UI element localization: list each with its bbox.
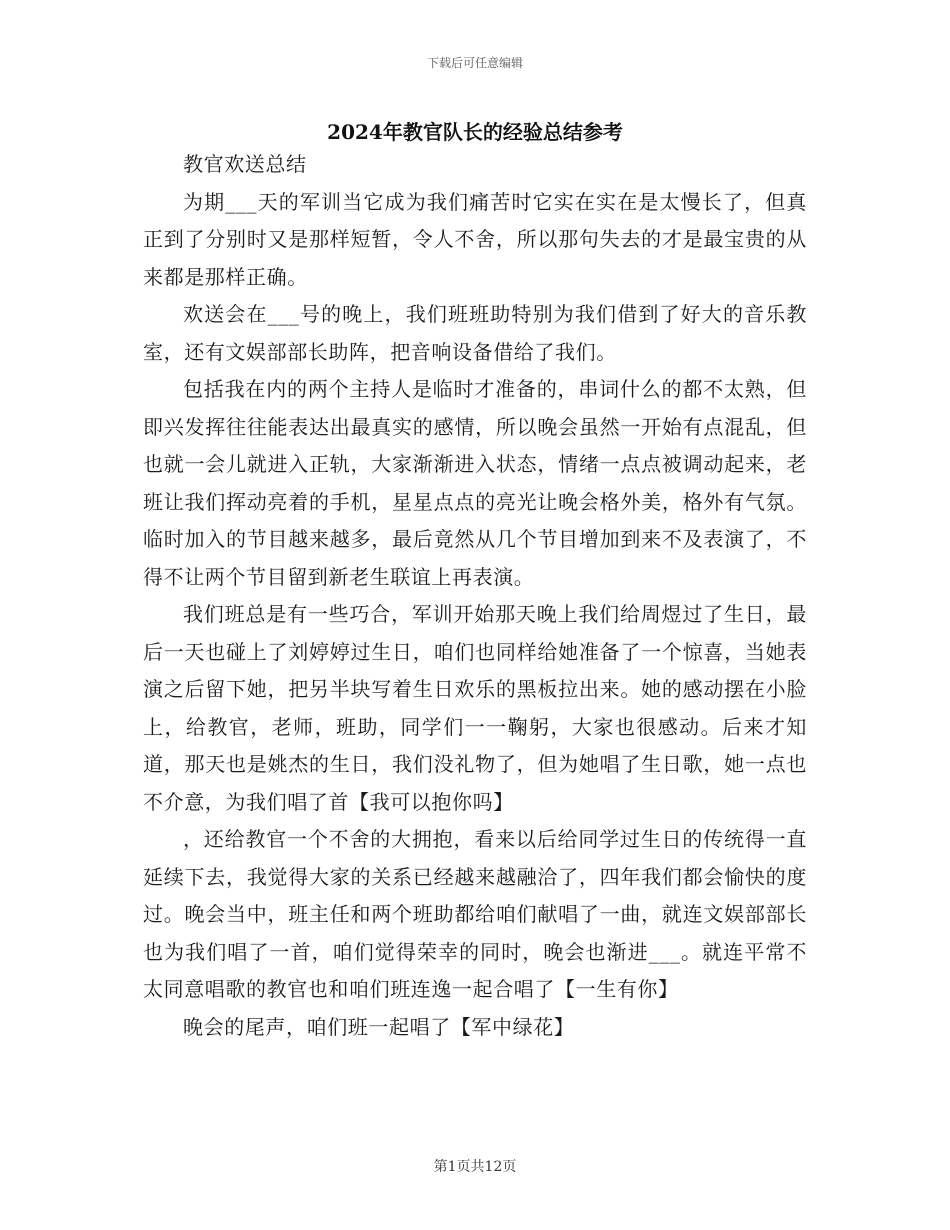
- paragraph: 我们班总是有一些巧合，军训开始那天晚上我们给周煜过了生日，最后一天也碰上了刘婷婷过生日，咱们也同样给她准备了一个惊喜，当她表演之后留下她，把另半块写着生日欢乐的黑板拉出来。她的感动摆在小脸上，给教官，老师，班助，同学们一一鞠躬，大家也很感动。后来才知道，那天也是姚杰的生日，我们没礼物了，但为她唱了生日歌，她一点也不介意，为我们唱了首【我可以抱你吗】: [143, 602, 807, 814]
- paragraph-subtitle: 教官欢送总结: [183, 152, 307, 176]
- page-number: 第1页共12页: [433, 1159, 517, 1175]
- paragraph: ，还给教官一个不舍的大拥抱，看来以后给同学过生日的传统得一直延续下去，我觉得大家的关系已经越来越融洽了，四年我们都会愉快的度过。晚会当中，班主任和两个班助都给咱们献唱了一曲，就连文娱部部长也为我们唱了一首，咱们觉得荣幸的同时，晚会也渐进___。就连平常不太同意唱歌的教官也和咱们班连逸一起合唱了【一生有你】: [143, 827, 807, 1001]
- header-note: 下载后可任意编辑: [426, 56, 523, 70]
- paragraph: 欢送会在___号的晚上，我们班班助特别为我们借到了好大的音乐教室，还有文娱部部长助阵，把音响设备借给了我们。: [143, 302, 807, 364]
- paragraph: 为期___天的军训当它成为我们痛苦时它实在实在是太慢长了，但真正到了分别时又是那样短暂，令人不舍，所以那句失去的才是最宝贵的从来都是那样正确。: [143, 189, 807, 289]
- paragraph: 包括我在内的两个主持人是临时才准备的，串词什么的都不太熟，但即兴发挥往往能表达出最真实的感情，所以晚会虽然一开始有点混乱，但也就一会儿就进入正轨，大家渐渐进入状态，情绪一点点被调动起来，老班让我们挥动亮着的手机，星星点点的亮光让晚会格外美，格外有气氛。临时加入的节目越来越多，最后竟然从几个节目增加到来不及表演了，不得不让两个节目留到新老生联谊上再表演。: [143, 377, 807, 589]
- paragraph: 晚会的尾声，咱们班一起唱了【军中绿花】: [183, 1014, 575, 1039]
- document-title: 2024年教官队长的经验总结参考: [327, 120, 623, 144]
- document-body: [143, 146, 807, 1046]
